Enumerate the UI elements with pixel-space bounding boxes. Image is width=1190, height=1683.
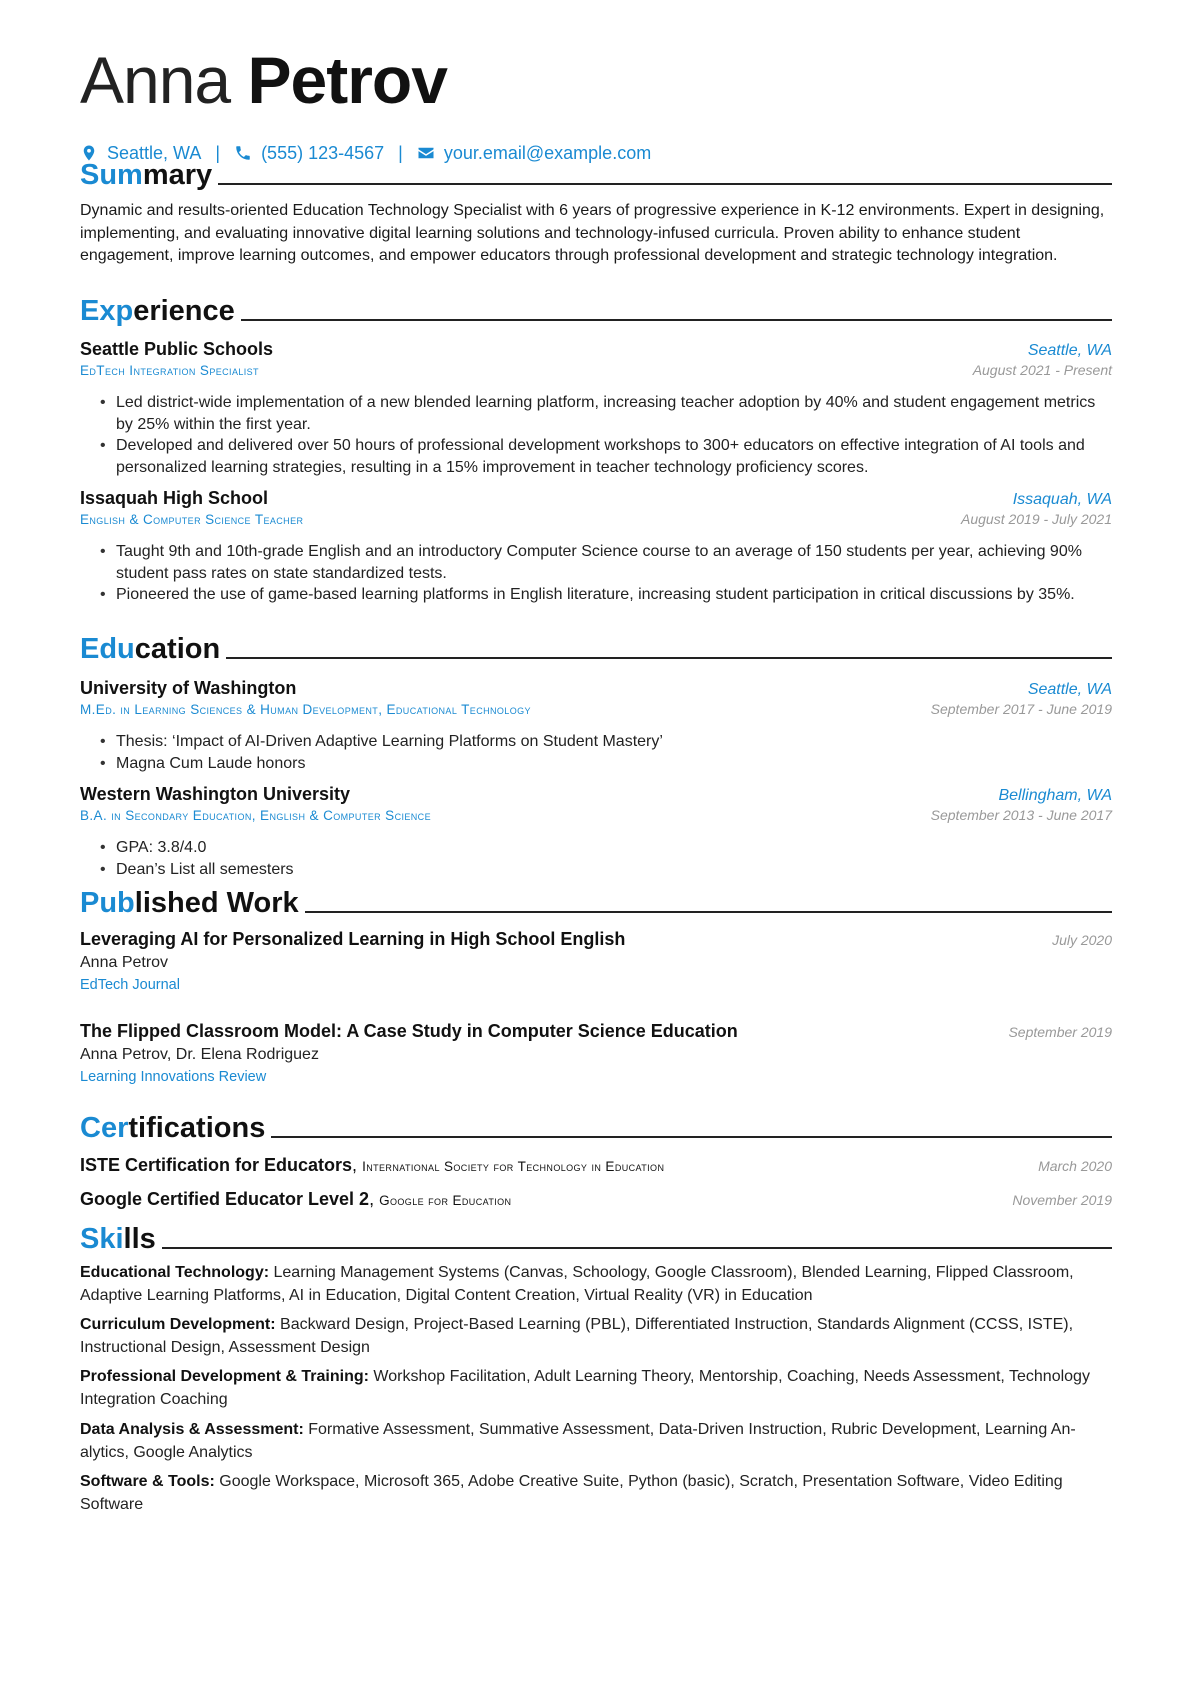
skill-list: Learning Management Systems (Canvas, Schoology, Google Classroom), Blended Learning, Flipped Classroom, Adaptive Learning Platforms, AI in Education, Digital Content Creation, Virtual Reality (VR) in Education (80, 1264, 1074, 1304)
title-accent: Cer (80, 1112, 129, 1144)
skill-label: Professional Development & Training: (80, 1368, 369, 1385)
title-rest: cation (134, 633, 221, 665)
skill-label: Curriculum Development: (80, 1316, 276, 1333)
certification-issuer: Google for Education (379, 1193, 512, 1208)
section-rule (226, 657, 1112, 659)
published-section (80, 886, 1112, 920)
publication-date: July 2020 (1052, 932, 1112, 948)
section-title-summary (80, 158, 1112, 192)
title-rest: lished Work (134, 887, 299, 919)
school-name: University of Washington (80, 678, 297, 698)
job-title: EdTech Integration Specialist (80, 363, 259, 378)
school-location: Seattle, WA (1027, 681, 1112, 698)
education-entry (80, 676, 1112, 774)
list-item: • Pioneered the use of game-based learning platforms in English literature, increasing student participation in critical discussions by 35%. (116, 584, 1112, 606)
title-accent: Edu (80, 633, 135, 665)
certifications-section (80, 1111, 1112, 1145)
job-bullets (80, 541, 1112, 606)
section-title-education (80, 632, 1112, 666)
job-bullets (80, 392, 1112, 478)
section-title-skills (80, 1222, 1112, 1256)
job-dates: August 2021 - Present (972, 362, 1112, 378)
education-entry (80, 782, 1112, 880)
experience-entry (80, 337, 1112, 478)
title-accent: Ski (80, 1223, 124, 1255)
list-item: • Led district-wide implementation of a new blended learning platform, increasing teacher adoption by 40% and student engagement metrics by 25% within the first year. (116, 392, 1112, 435)
section-title-experience (80, 294, 1112, 328)
degree: M.Ed. in Learning Sciences & Human Development, Educational Technology (80, 702, 531, 717)
title-accent: Pub (80, 887, 135, 919)
certification-name: ISTE Certification for Educators (80, 1155, 353, 1175)
publication-entry (80, 929, 1112, 993)
separator: | (398, 142, 403, 163)
experience-section (80, 294, 1112, 328)
phone-text[interactable]: (555) 123-4567 (261, 142, 385, 163)
title-rest: tifications (128, 1112, 266, 1144)
publication-title: The Flipped Classroom Model: A Case Study in Computer Science Education (80, 1021, 738, 1041)
skill-group (80, 1471, 1112, 1516)
publication-date: September 2019 (1008, 1024, 1112, 1040)
list-item: • Developed and delivered over 50 hours of professional development workshops to 300+ educators on effective integration of AI tools and personalized learning strategies, resulting in a 15% improvement in teacher technology proficiency scores. (116, 435, 1112, 478)
summary-text: Dynamic and results-oriented Education Technology Specialist with 6 years of progressive experience in K-12 environments. Expert in designing, implementing, and evaluating innovative digital learning solutions and technology-infused curricula. Proven ability to enhance student engagement, improve learning outcomes, and empower educators through professional development and strategic technology integration. (80, 202, 1105, 264)
publication-authors: Anna Petrov (80, 954, 169, 971)
title-rest: mary (142, 159, 213, 191)
title-accent: Exp (80, 295, 134, 327)
skill-list: Workshop Facilitation, Adult Learning Theory, Mentorship, Coaching, Needs Assessment, Technology Integration Coaching (80, 1368, 1090, 1408)
education-bullets (80, 837, 1112, 880)
candidate-name (80, 44, 1112, 116)
certification-date: March 2020 (1038, 1158, 1112, 1174)
list-item: • Dean’s List all semesters (116, 859, 1112, 881)
skill-group (80, 1262, 1112, 1307)
publication-venue: Learning Innovations Review (80, 1069, 267, 1085)
job-location: Seattle, WA (1027, 342, 1112, 359)
skill-list: Formative Assessment, Summative Assessment, Data-Driven Instruction, Rubric Development, Learning Analytics, Google Analytics (80, 1421, 1076, 1461)
title-rest: erience (133, 295, 235, 327)
list-item: • Taught 9th and 10th-grade English and an introductory Computer Science course to an average of 150 students per year, achieving 90% student pass rates on state standardized tests. (116, 541, 1112, 584)
skills-section (80, 1222, 1112, 1256)
certification-entry: Google Certified Educator Level 2, Google for Education November 2019 (80, 1189, 1112, 1209)
degree: B.A. in Secondary Education, English & Computer Science (80, 808, 431, 823)
certification-date: November 2019 (1012, 1192, 1112, 1208)
section-rule (271, 1136, 1112, 1138)
summary-section (80, 158, 1112, 268)
certification-issuer: International Society for Technology in Education (362, 1159, 665, 1174)
section-rule (305, 911, 1112, 913)
publication-venue: EdTech Journal (80, 977, 180, 993)
skill-list: Google Workspace, Microsoft 365, Adobe Creative Suite, Python (basic), Scratch, Presentation Software, Video Editing Software (80, 1473, 1063, 1513)
certification-entry: ISTE Certification for Educators, International Society for Technology in Education March 2020 (80, 1155, 1112, 1175)
skill-label: Software & Tools: (80, 1473, 215, 1490)
title-rest: lls (123, 1223, 156, 1255)
email-link[interactable]: your.email@example.com (443, 142, 652, 163)
section-title-published (80, 886, 1112, 920)
skill-list: Backward Design, Project-Based Learning (PBL), Differentiated Instruction, Standards Alignment (CCSS, ISTE), Instructional Design, Assessment Design (80, 1316, 1074, 1356)
skill-group (80, 1419, 1112, 1464)
skill-group (80, 1366, 1112, 1411)
last-name: Petrov (247, 43, 447, 117)
job-title: English & Computer Science Teacher (80, 512, 304, 527)
separator: | (215, 142, 221, 163)
section-rule (241, 319, 1112, 321)
experience-entry (80, 486, 1112, 606)
school-name: Western Washington University (80, 784, 351, 804)
first-name: Anna (80, 43, 231, 117)
job-dates: August 2019 - July 2021 (961, 511, 1112, 527)
publication-authors: Anna Petrov, Dr. Elena Rodriguez (80, 1046, 319, 1063)
job-location: Issaquah, WA (1012, 491, 1112, 508)
section-rule (218, 183, 1112, 185)
skill-group (80, 1314, 1112, 1359)
education-bullets (80, 731, 1112, 774)
list-item: • GPA: 3.8/4.0 (116, 837, 1112, 859)
employer-name: Seattle Public Schools (80, 339, 274, 359)
skill-label: Educational Technology: (80, 1264, 270, 1281)
list-item: • Thesis: ‘Impact of AI-Driven Adaptive Learning Platforms on Student Mastery’ (116, 731, 1112, 753)
location-text: Seattle, WA (107, 142, 202, 163)
skill-label: Data Analysis & Assessment: (80, 1421, 304, 1438)
publication-title: Leveraging AI for Personalized Learning in High School English (80, 929, 626, 949)
study-dates: September 2017 - June 2019 (930, 701, 1112, 717)
section-title-certifications (80, 1111, 1112, 1145)
list-item: • Magna Cum Laude honors (116, 753, 1112, 775)
employer-name: Issaquah High School (80, 488, 269, 508)
certification-name: Google Certified Educator Level 2 (80, 1189, 370, 1209)
education-section (80, 632, 1112, 666)
section-rule (162, 1247, 1112, 1249)
title-accent: Sum (80, 159, 143, 191)
publication-entry (80, 1021, 1112, 1085)
school-location: Bellingham, WA (998, 787, 1112, 804)
study-dates: September 2013 - June 2017 (930, 807, 1112, 823)
